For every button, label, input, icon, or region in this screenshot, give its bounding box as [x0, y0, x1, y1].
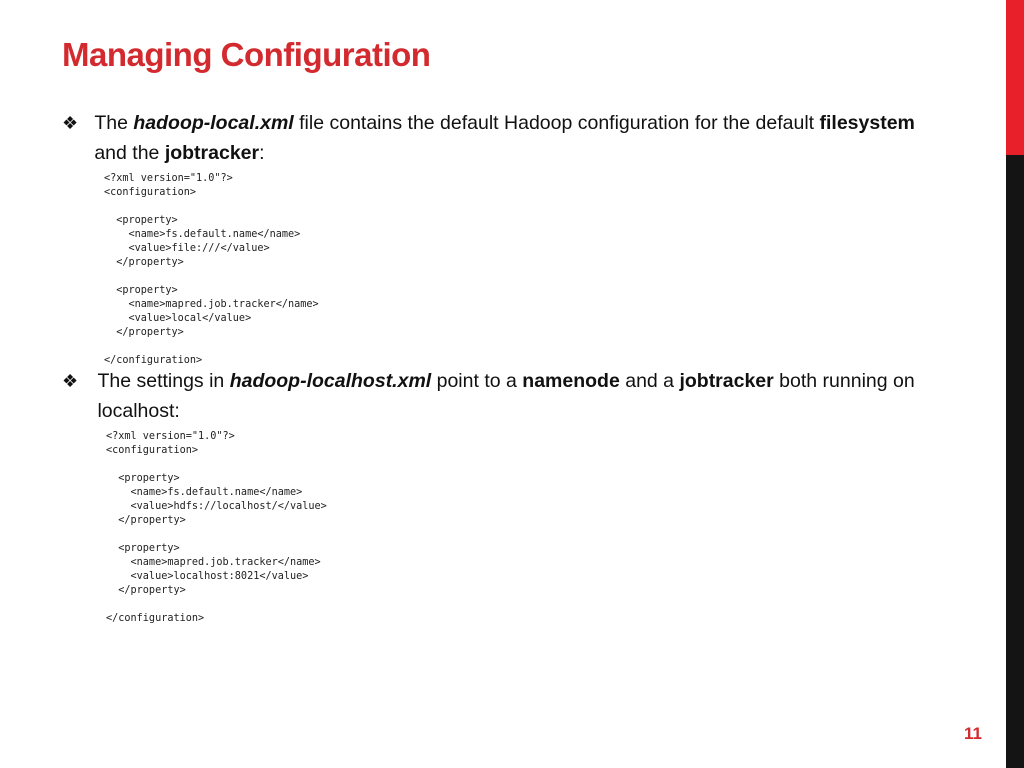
term-jobtracker: jobtracker: [164, 142, 260, 164]
slide-title: Managing Configuration: [62, 36, 431, 73]
side-accent-bar-dark: [1006, 155, 1024, 768]
bullet-2: [62, 366, 942, 426]
term-jobtracker: jobtracker: [679, 370, 774, 392]
bullet-2-text: The settings in hadoop-localhost.xml point to a namenode and a jobtracker both running on localhost:: [97, 370, 915, 422]
diamond-bullet-icon: ❖: [62, 113, 79, 133]
code-block-localhost: <?xml version="1.0"?> <configuration> <property> <name>fs.default.name</name> <value>hdfs://localhost/</value> </property> <property> <name>mapred.job.tracker</name> <value>localhost:8021</value> </property> </configuration>: [106, 431, 327, 624]
bullet-1-text: The hadoop-local.xml file contains the default Hadoop configuration for the default filesystem and the jobtracker:: [94, 112, 915, 164]
term-filesystem: filesystem: [819, 112, 915, 134]
file-name: hadoop-localhost.xml: [229, 370, 432, 392]
term-namenode: namenode: [522, 370, 620, 392]
page-number: 11: [964, 724, 982, 743]
diamond-bullet-icon: ❖: [62, 371, 79, 391]
code-block-local: <?xml version="1.0"?> <configuration> <property> <name>fs.default.name</name> <value>file:///</value> </property> <property> <name>mapred.job.tracker</name> <value>local</value> </property> </configuration>: [104, 173, 319, 366]
side-accent-bar-red: [1006, 0, 1024, 155]
bullet-1: [62, 108, 942, 168]
file-name: hadoop-local.xml: [133, 112, 294, 134]
